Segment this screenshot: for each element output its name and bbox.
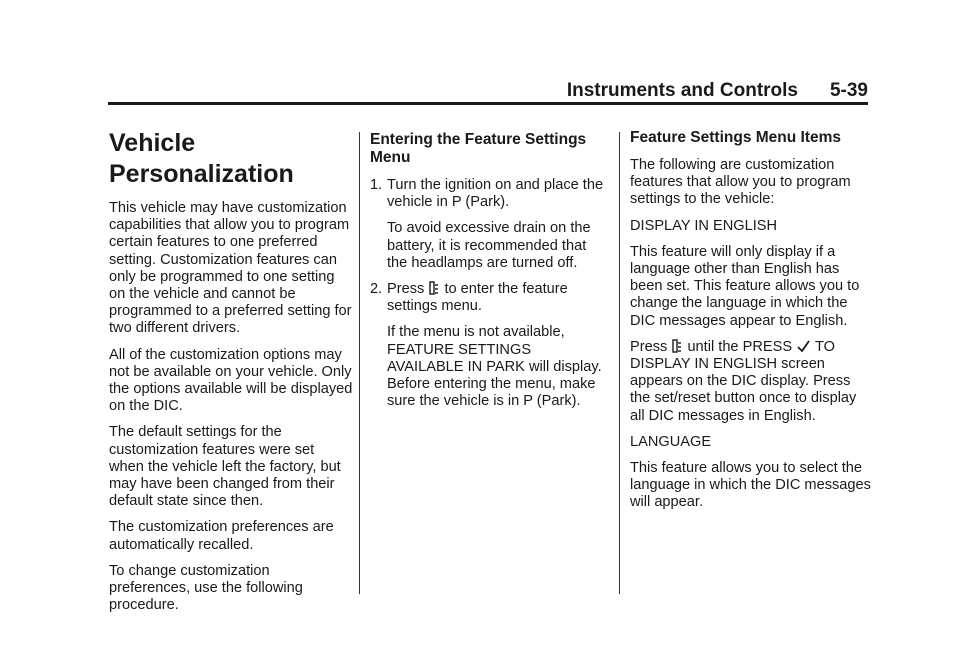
paragraph: This feature allows you to select the language in which the DIC messages will appear. <box>630 460 871 511</box>
paragraph: The customization preferences are automatically recalled. <box>109 519 334 553</box>
step-text <box>387 281 610 315</box>
page-number: 5-39 <box>829 80 868 101</box>
paragraph: This feature will only display if a language other than English has been set. This feature allows you to change the language in which the DIC messages appear to English. <box>630 243 860 329</box>
paragraph: The following are customization features that allow you to program settings to the vehicle: <box>630 157 851 208</box>
step-text-part: Press <box>387 281 425 298</box>
dic-menu-icon <box>429 281 439 295</box>
section-heading: Vehicle Personalization <box>109 129 294 188</box>
item-title: LANGUAGE <box>630 433 712 450</box>
column-entering-menu <box>370 131 610 419</box>
step-note: To avoid excessive drain on the battery, it is recommended that the headlamps are turned off. <box>387 220 591 271</box>
checkmark-icon <box>797 339 810 353</box>
paragraph <box>630 339 874 425</box>
step-number: 2. <box>370 281 383 298</box>
paragraph: To change customization preferences, use the following procedure. <box>109 562 303 614</box>
column-divider <box>619 132 620 594</box>
page-header <box>566 80 868 104</box>
step-note: If the menu is not available, FEATURE SETTINGS AVAILABLE IN PARK will display. Before entering the menu, make sure the vehicle is in P (Park). <box>387 324 602 410</box>
text-part: TO DISPLAY IN ENGLISH screen appears on the DIC display. Press the set/reset button once to display all DIC messages in English. <box>630 338 857 424</box>
text-part: Press <box>630 338 668 355</box>
subsection-heading: Feature Settings Menu Items <box>630 129 842 146</box>
item-title: DISPLAY IN ENGLISH <box>630 217 778 234</box>
step-text: Turn the ignition on and place the vehicle in P (Park). <box>387 177 604 211</box>
step-text-part: to enter the feature settings menu. <box>387 281 568 315</box>
column-divider <box>359 132 360 594</box>
text-part: until the PRESS <box>687 338 793 355</box>
dic-menu-icon <box>672 339 682 353</box>
column-menu-items <box>630 129 874 521</box>
column-vehicle-personalization <box>109 128 353 623</box>
paragraph: The default settings for the customization features were set when the vehicle left the factory, but may have been changed from their default state since then. <box>109 424 341 510</box>
paragraph: All of the customization options may not be available on your vehicle. Only the options available will be displayed on the DIC. <box>109 346 353 415</box>
subsection-heading: Entering the Feature Settings Menu <box>370 131 587 166</box>
step-2 <box>370 281 610 315</box>
step-1 <box>370 177 610 211</box>
section-title: Instruments and Controls <box>566 80 798 101</box>
step-number: 1. <box>370 177 383 193</box>
header-rule <box>108 102 868 105</box>
paragraph: This vehicle may have customization capabilities that allow you to program certain features to one preferred setting. Customization features can only be programmed to one setting on the vehicle and cannot be programmed to a preferred setting for two different drivers. <box>109 200 352 337</box>
